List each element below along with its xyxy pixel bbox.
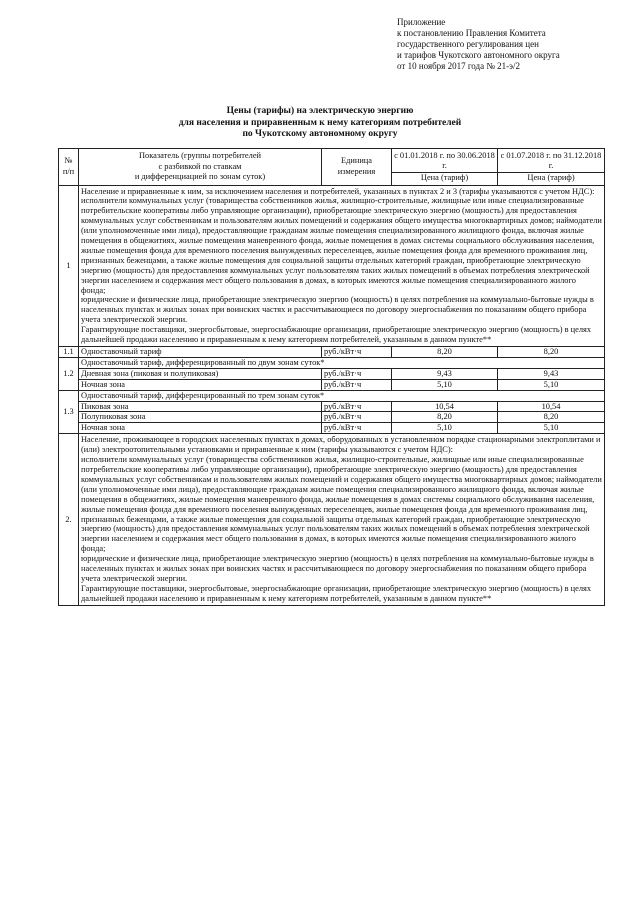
header-period-1 (392, 149, 498, 186)
title-line: по Чукотскому автономному округу (242, 129, 398, 139)
row-value-2: 5,10 (498, 423, 605, 434)
group-header: Одноставочный тариф, дифференцированный по двум зонам суток* (79, 357, 605, 368)
section-1-paragraph: юридические и физические лица, приобретающие электрическую энергию (мощность) в целях потребления на коммунально-бытовые нужды в населенных пунктах и жилых зонах при воинских частях и рассчитывающиеся по договору энергоснабжения по показаниям общего прибора учета электрической энергии. (81, 295, 594, 325)
row-unit: руб./кВт·ч (322, 347, 392, 358)
table-header-row (59, 149, 605, 186)
row-unit: руб./кВт·ч (322, 368, 392, 379)
header-indicator (79, 149, 322, 186)
section-1-paragraph: Гарантирующие поставщики, энергосбытовые, энергоснабжающие организации, приобретающие электрическую энергию (мощность) в целях дальнейшей продажи населению и приравненным к нему категориям потребителей, указанным в данном пункте** (81, 325, 592, 345)
appendix-note (397, 17, 560, 72)
section-1-description (79, 185, 605, 347)
appendix-line: Приложение (397, 17, 446, 27)
row-label: Пиковая зона (79, 401, 322, 412)
row-label: Ночная зона (79, 379, 322, 390)
group-header: Одноставочный тариф, дифференцированный по трем зонам суток* (79, 390, 605, 401)
period-2-price-label: Цена (тариф) (527, 172, 575, 182)
row-value-2: 8,20 (498, 347, 605, 358)
section-2-paragraph: юридические и физические лица, приобретающие электрическую энергию (мощность) в целях потребления на коммунально-бытовые нужды в населенных пунктах и жилых зонах при воинских частях и рассчитывающиеся по договору энергоснабжения по показаниям общего прибора учета электрической энергии. (81, 554, 594, 583)
table-row (59, 368, 605, 379)
table-row (59, 423, 605, 434)
header-num: № п/п (59, 149, 79, 186)
table-row (59, 401, 605, 412)
table-row (59, 379, 605, 390)
group-header-row (59, 390, 605, 401)
header-unit: Единица измерения (322, 149, 392, 186)
period-1-dates: с 01.01.2018 г. по 30.06.2018 г. (392, 151, 497, 173)
row-num: 1.1 (59, 347, 79, 358)
row-value-2: 5,10 (498, 379, 605, 390)
appendix-line: государственного регулирования цен (397, 39, 539, 49)
tariff-table (58, 148, 605, 606)
table-row (59, 347, 605, 358)
row-unit: руб./кВт·ч (322, 412, 392, 423)
row-label: Полупиковая зона (79, 412, 322, 423)
period-1-price-label: Цена (тариф) (420, 172, 469, 182)
section-1-paragraph: исполнители коммунальных услуг (товарищества собственников жилья, жилищно-строительные, жилищные или иные специализированные потребительские кооперативы либо управляющие организации), приобретающие электрическую энергию (мощность) для предоставления коммунальных услуг собственникам и пользователям жилых помещений и содержания общего имущества многоквартирных домов; наймодатели (или уполномоченные ими лица), предоставляющие гражданам жилые помещения специализированного жилищного фонда, включая жилые помещения в общежитиях, жилые помещения маневренного фонда, жилые помещения в домах системы социального обслуживания населения, жилые помещения фонда для временного поселения вынужденных переселенцев, жилые помещения фонда для временного проживания лиц, признанных беженцами, а также жилые помещения для социальной защиты отдельных категорий граждан, приобретающие электрическую энергию (мощность) для предоставления коммунальных услуг пользователям таких жилых помещений в объемах потребления электрической энергии населением и содержания мест общего пользования в домах, в которых имеются жилые помещения специализированного жилого фонда; (81, 196, 602, 295)
section-2-paragraph: Гарантирующие поставщики, энергосбытовые, энергоснабжающие организации, приобретающие электрическую энергию (мощность) в целях дальнейшей продажи населению и приравненным к нему категориям потребителей, указанным в данном пункте** (81, 583, 592, 603)
row-value-1: 8,20 (392, 347, 498, 358)
row-value-1: 5,10 (392, 423, 498, 434)
header-period-2 (498, 149, 605, 186)
row-value-2: 9,43 (498, 368, 605, 379)
section-2-description (79, 434, 605, 605)
appendix-line: и тарифов Чукотского автономного округа (397, 50, 560, 60)
row-value-2: 10,54 (498, 401, 605, 412)
row-unit: руб./кВт·ч (322, 423, 392, 434)
row-value-1: 5,10 (392, 379, 498, 390)
row-label: Ночная зона (79, 423, 322, 434)
row-value-2: 8,20 (498, 412, 605, 423)
section-2-row (59, 434, 605, 605)
period-2-dates: с 01.07.2018 г. по 31.12.2018 г. (498, 151, 604, 173)
appendix-line: от 10 ноября 2017 года № 21-э/2 (397, 61, 521, 71)
row-num: 1.3 (59, 390, 79, 434)
section-2-num: 2. (59, 434, 79, 605)
table-row (59, 412, 605, 423)
row-value-1: 10,54 (392, 401, 498, 412)
row-value-1: 8,20 (392, 412, 498, 423)
row-unit: руб./кВт·ч (322, 401, 392, 412)
appendix-line: к постановлению Правления Комитета (397, 28, 546, 38)
header-indicator-line: с разбивкой по ставкам (158, 161, 242, 171)
header-indicator-line: и дифференциацией по зонам суток) (134, 172, 266, 181)
section-1-row (59, 185, 605, 347)
section-1-num: 1 (59, 185, 79, 347)
row-unit: руб./кВт·ч (322, 379, 392, 390)
group-header-row (59, 357, 605, 368)
row-label: Одноставочный тариф (79, 347, 322, 358)
section-1-paragraph: Население и приравненные к ним, за исключением населения и потребителей, указанных в пунктах 2 и 3 (тарифы указываются с учетом НДС): (81, 186, 595, 196)
document-title (0, 106, 640, 141)
section-2-paragraph: исполнители коммунальных услуг (товарищества собственников жилья, жилищно-строительные, жилищные или иные специализированные потребительские кооперативы либо управляющие организации), приобретающие электрическую энергию (мощность) для предоставления коммунальных услуг собственникам и пользователям жилых помещений и содержания общего имущества многоквартирных домов; наймодатели (или уполномоченные ими лица), предоставляющие гражданам жилые помещения специализированного жилищного фонда, включая жилые помещения в общежитиях, жилые помещения маневренного фонда, жилые помещения в домах системы социального обслуживания населения, жилые помещения фонда для временного поселения вынужденных переселенцев, жилые помещения фонда для временного проживания лиц, признанных беженцами, а также жилые помещения для социальной защиты отдельных категорий граждан, приобретающие электрическую энергию (мощность) для предоставления коммунальных услуг пользователям таких жилых помещений в объемах потребления электрической энергии населением и содержания мест общего пользования в домах, в которых имеются жилые помещения специализированного жилого фонда; (81, 455, 602, 554)
title-line: для населения и приравненным к нему категориям потребителей (178, 117, 462, 128)
row-label: Дневная зона (пиковая и полупиковая) (79, 368, 322, 379)
row-num: 1.2 (59, 357, 79, 390)
section-2-paragraph: Население, проживающее в городских населенных пунктах в домах, оборудованных в установленном порядке стационарными электроплитами и (или) электроотопительными установками и приравненные к ним (тарифы указываются с учетом НДС): (81, 435, 601, 455)
row-value-1: 9,43 (392, 368, 498, 379)
title-line: Цены (тарифы) на электрическую энергию (226, 106, 414, 116)
header-indicator-line: Показатель (группы потребителей (138, 151, 262, 160)
